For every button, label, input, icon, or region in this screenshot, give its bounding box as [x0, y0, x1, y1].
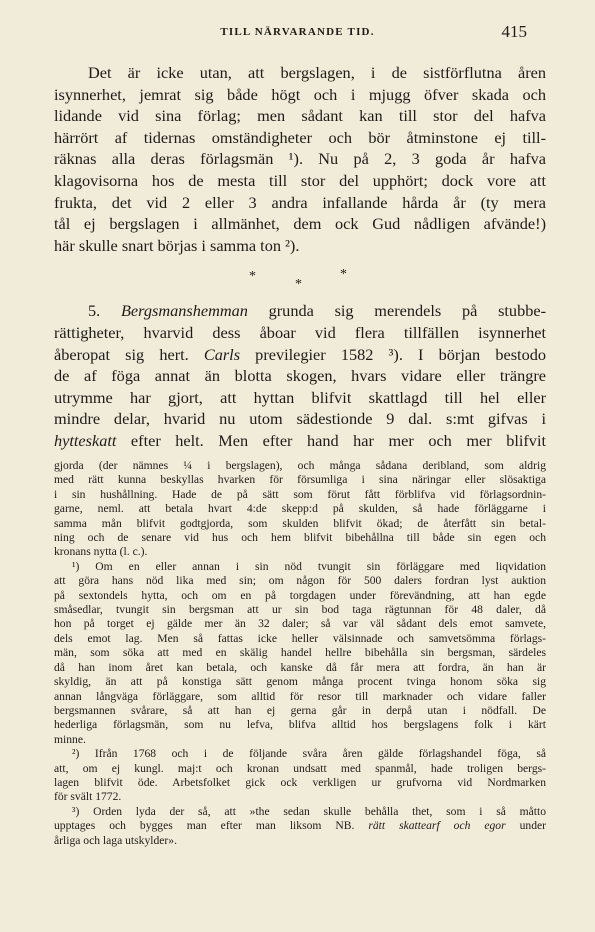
footnote-line: ¹) Om en eller annan i sin nöd tvungit sin förläggare med liqvidation [72, 559, 546, 573]
footnote-line: kronans nytta (l. c.). [54, 545, 148, 559]
footnote-line: årliga och laga utskylder». [54, 833, 177, 847]
italic-term: Bergsmanshemman [120, 301, 248, 321]
footnote-line: med rätt kunna beskyllas hvarken för försumliga i sina näringar eller slösaktiga [54, 473, 546, 487]
asterisk: * [249, 269, 256, 285]
text-line: mindre delar, hvarid nu utom sädestionde 9 dal. s:mt gifvas i [54, 409, 546, 429]
footnote-line: garne, neml. att betala hvart 4:de skepp:d på skulden, så hade förläggarne i [54, 502, 546, 516]
text-line: räknas alla deras förlagsmän ¹). Nu på 2, 3 goda år hafva [54, 149, 546, 169]
text-span: åberopat sig hert. [54, 344, 204, 364]
text-line: Det är icke utan, att bergslagen, i de sistförflutna åren [88, 63, 546, 82]
footnote-line: ning och de senare vid hus och hem blifvit bibehållna till både sin egen och [54, 531, 546, 545]
text-line: isynnerhet, jemrat sig både högt och i mjugg öfver skada och [54, 84, 546, 104]
text-line: de af föga annat än blotta skogen, hvars vidare eller trängre [54, 366, 546, 386]
footnote-line: småsedlar, tvungit sin bergsman att ur sin bod taga rägtunnan för 48 daler, då [54, 603, 546, 617]
footnote-line: ²) Ifrån 1768 och i de följande svåra åren gälde förlagshandel föga, så [72, 747, 546, 761]
footnote-line: bergsmannen svårare, så att han ej gerna går in derpå utan i nödfall. De [54, 703, 546, 717]
section-divider-asterisks [54, 260, 546, 294]
footnote-line: i sin hushållning. Hade de på sätt som förut fått förblifva vid förlagsordnin- [54, 487, 546, 501]
text-line: härrört af tidernas omständigheter och bör åtminstone ej till- [54, 127, 546, 147]
text-line [54, 430, 546, 452]
main-text [54, 62, 546, 452]
text-span: under [505, 819, 547, 833]
footnote-line: män, som söka att med en skälig handel hellre bibehålla sin bergsman, särdeles [54, 646, 546, 660]
text-span: upptages och bygges man efter man liksom NB. [54, 819, 369, 833]
footnote-line: hederliga förlagsmän, som nu lefva, blifva alltid hos bergslagens folk i kärt [54, 718, 546, 732]
footnote-2 [54, 747, 546, 805]
text-line: klagovisorna hos de mesta till stor del upphört; dock vore att [54, 170, 546, 190]
footnote-line [54, 819, 546, 833]
text-span: grunda sig merendels på stubbe- [247, 301, 546, 321]
footnotes [54, 459, 546, 848]
running-head: TILL NÄRVARANDE TID. [220, 26, 375, 38]
text-line: frukta, det vid 2 eller 3 andra infallande hårda år (ty mera [54, 192, 546, 212]
footnote-line: samma mån blifvit godtgjorda, som skulden blifvit ökad; de återfått sin betal- [54, 516, 546, 530]
footnote-line: dels emot lag. Men så fattas icke heller välsinnade och samvetsömma förlags- [54, 631, 546, 645]
footnote-continuation [54, 459, 546, 560]
italic-phrase: rätt skattearf och egor [368, 819, 506, 833]
text-line: lidande vid sina förlag; men sådant kan till stor del hafva [54, 106, 546, 126]
text-span: efter helt. Men efter hand har mer och mer blifvit [116, 430, 546, 450]
asterisk: * [340, 267, 347, 283]
section-number: 5. [88, 301, 121, 321]
footnote-line: på sextondels hytta, och om en på torgdagen under förevändning, att han egde [54, 588, 546, 602]
italic-name: Carls [203, 344, 241, 364]
text-line: utrymme har gjort, att hyttan blifvit skattlagd till hel eller [54, 387, 546, 407]
text-span: previlegier 1582 ³). I början bestodo [240, 344, 546, 364]
text-line: rättigheter, hvarvid dess åboar vid flera tillfällen isynnerhet [54, 322, 546, 342]
text-line: tål ej bergslagen i allmänhet, dem ock Gud nådligen afvände!) [54, 214, 546, 234]
paragraph-2 [54, 300, 546, 451]
paragraph-1 [54, 62, 546, 256]
text-line [54, 300, 546, 322]
footnote-line: ³) Orden lyda der så, att »the sedan skulle behålla thet, som i så måtto [72, 804, 546, 818]
footnote-1 [54, 560, 546, 747]
footnote-line: att göra hans nöd lika med sin; om någon för 500 dalers fordran lyst auktion [54, 574, 546, 588]
footnote-line: skyldig, än att på konstiga sätt genom många procent tvinga honom söka sig [54, 675, 546, 689]
footnote-3 [54, 805, 546, 848]
footnote-line: att, om ej kungl. maj:t och kronan undsatt med spanmål, hade troligen bergs- [54, 761, 546, 775]
footnote-line: hon på torget ej gälde mer än 32 daler; så var väl sådant dels emot samvete, [54, 617, 546, 631]
asterisk: * [295, 277, 302, 293]
page-header [0, 22, 595, 46]
footnote-line: lagen blifvit öde. Arbetsfolket gick ock verkligen ur grufvorna vid Nordmarken [54, 775, 546, 789]
footnote-line: minne. [54, 732, 86, 746]
text-line [54, 344, 546, 366]
footnote-line: annan långväga förläggare, som alltid för resor till marknader och vidare faller [54, 689, 546, 703]
footnote-line: för svält 1772. [54, 790, 122, 804]
text-line: här skulle snart börjas i samma ton ²). [54, 235, 300, 255]
footnote-line: då han inom året kan betala, och kanske då får mera att fordra, än han är [54, 660, 546, 674]
italic-term: hytteskatt [54, 430, 117, 450]
page-number: 415 [501, 22, 527, 41]
footnote-line: gjorda (der nämnes ¼ i bergslagen), och många sådana deribland, som aldrig [54, 459, 546, 472]
